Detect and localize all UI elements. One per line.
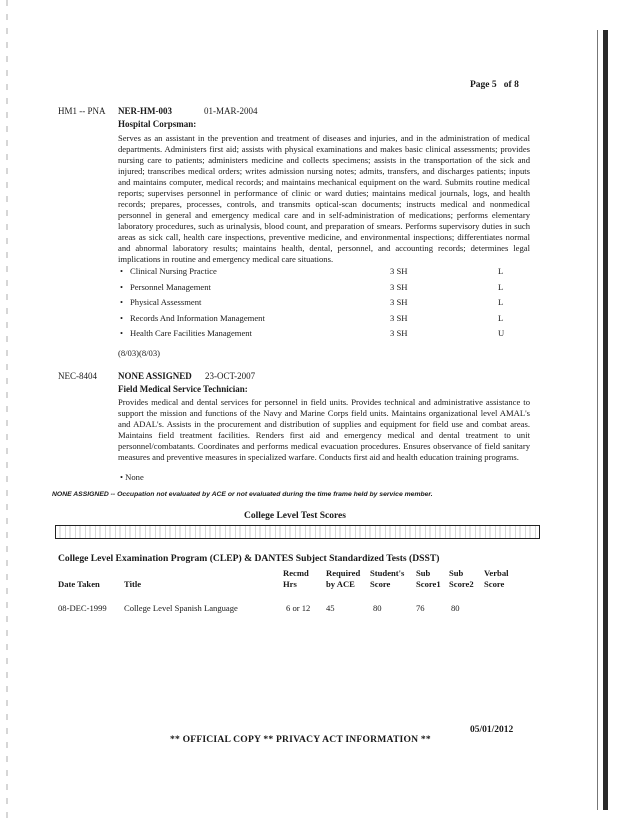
footer-date: 05/01/2012 bbox=[470, 725, 514, 735]
entry2-date: 23-OCT-2007 bbox=[205, 371, 256, 381]
course-row bbox=[118, 297, 538, 313]
entry1-date: 01-MAR-2004 bbox=[204, 106, 258, 116]
bullet: • bbox=[120, 328, 124, 338]
entry2-description: Provides medical and dental services for personnel in field units. Provides technical and administrative assistance to support the mission and functions of the Navy and Marine Corps field units. Maintains organizational level AMAL's and ADAL's. Assists in the procurement and distribution of supplies and equipment for field use and combat areas. Maintains field treatment facilities. Renders first aid and emergency medical and dental treatment to unit personnel/combatants. Coordinates and performs medical evacuation procedures. Ensures observance of field sanitary measures and preventive measures in specialized warfare. Conducts first aid and health education training programs. bbox=[118, 397, 530, 462]
course-level: U bbox=[498, 328, 505, 338]
course-row bbox=[118, 282, 538, 298]
course-hours: 3 SH bbox=[390, 281, 408, 292]
col-recmd-hrs: Recmd Hrs bbox=[283, 568, 309, 589]
course-row bbox=[118, 328, 538, 344]
course-name: Health Care Facilities Management bbox=[130, 328, 252, 338]
col-sub-score2: Sub Score2 bbox=[449, 568, 474, 589]
row-date: 08-DEC-1999 bbox=[58, 603, 107, 613]
course-row bbox=[118, 313, 538, 329]
assignment-note: NONE ASSIGNED -- Occupation not evaluated by ACE or not evaluated during the time frame held by service member. bbox=[52, 491, 433, 498]
course-level: L bbox=[498, 281, 504, 292]
course-row bbox=[118, 266, 538, 282]
col-required: Required by ACE bbox=[326, 568, 361, 589]
entry2-rating: NEC-8404 bbox=[58, 371, 97, 381]
entry2-none-item bbox=[120, 472, 144, 482]
row-recmd: 6 or 12 bbox=[286, 603, 311, 613]
col-date-taken: Date Taken bbox=[58, 579, 100, 589]
bullet: • bbox=[120, 472, 124, 482]
page-number: Page 5 of 8 bbox=[470, 80, 519, 90]
row-sub2: 80 bbox=[451, 603, 460, 613]
course-level: L bbox=[498, 297, 504, 307]
row-required: 45 bbox=[326, 603, 335, 613]
entry1-description: Serves as an assistant in the prevention and treatment of diseases and injuries, and in the administration of medical departments. Administers first aid; assists with physical examinations and makes basic clinical assessments; provides nursing care to patients; administers medicine and collects specimens; assists in the transportation of the sick and injured; transcribes medical orders; writes admission nursing notes; admits, transfers, and discharges patients; inputs and maintains computer, medical records; and maintains mechanical equipment on the ward. Submits routine medical reports; supervises personnel in performance of clinic or ward duties; maintains medical journals, logs, and health records; prepares, processes, controls, and transmits optical-scan documents; instructs medical and nonmedical personnel in general and emergency medical care and in self-administration of medications; performs elementary laboratory procedures, such as urinalysis, blood count, and preparation of smears. Performs supervisory duties in such areas as sick call, health care inspections, preventive medicine, and environmental inspections; differentiates normal and abnormal laboratory results; maintains health, dental, personnel, and accounting records; determines legal implications in routine and emergency medical care situations. bbox=[118, 133, 530, 264]
course-name: Physical Assessment bbox=[130, 297, 202, 307]
course-hours: 3 SH bbox=[390, 312, 408, 323]
bullet: • bbox=[120, 266, 124, 276]
entry1-course-list bbox=[118, 266, 538, 344]
course-hours: 3 SH bbox=[390, 297, 408, 307]
college-level-title: College Level Test Scores bbox=[244, 511, 346, 521]
scan-border bbox=[603, 30, 608, 810]
course-hours: 3 SH bbox=[390, 328, 408, 338]
course-level: L bbox=[498, 266, 504, 276]
entry1-ref: (8/03)(8/03) bbox=[118, 348, 161, 358]
scan-border-thin bbox=[597, 30, 598, 810]
row-sub1: 76 bbox=[416, 603, 425, 613]
footer-notice: ** OFFICIAL COPY ** PRIVACY ACT INFORMATION ** bbox=[170, 734, 431, 745]
bullet: • bbox=[120, 281, 124, 292]
scan-edge bbox=[6, 0, 8, 826]
entry1-rating: HM1 -- PNA bbox=[58, 106, 106, 116]
clep-title: College Level Examination Program (CLEP) & DANTES Subject Standardized Tests (DSST) bbox=[58, 553, 440, 564]
course-hours: 3 SH bbox=[390, 266, 408, 276]
bullet: • bbox=[120, 297, 124, 307]
row-student: 80 bbox=[373, 603, 382, 613]
entry2-title: Field Medical Service Technician: bbox=[118, 384, 248, 394]
col-title: Title bbox=[124, 579, 142, 589]
course-name: Clinical Nursing Practice bbox=[130, 266, 217, 276]
course-name: Records And Information Management bbox=[130, 312, 265, 323]
col-sub-score1: Sub Score1 bbox=[416, 568, 441, 589]
course-name: Personnel Management bbox=[130, 281, 211, 292]
bullet: • bbox=[120, 312, 124, 323]
entry1-title: Hospital Corpsman: bbox=[118, 119, 197, 129]
row-title: College Level Spanish Language bbox=[124, 603, 238, 613]
course-level: L bbox=[498, 312, 504, 323]
college-level-bar bbox=[55, 525, 540, 539]
entry1-code: NER-HM-003 bbox=[118, 106, 172, 116]
col-student-score: Student's Score bbox=[370, 568, 405, 589]
entry2-code: NONE ASSIGNED bbox=[118, 371, 192, 381]
col-verbal-score: Verbal Score bbox=[484, 568, 509, 589]
none-text: None bbox=[125, 472, 144, 482]
